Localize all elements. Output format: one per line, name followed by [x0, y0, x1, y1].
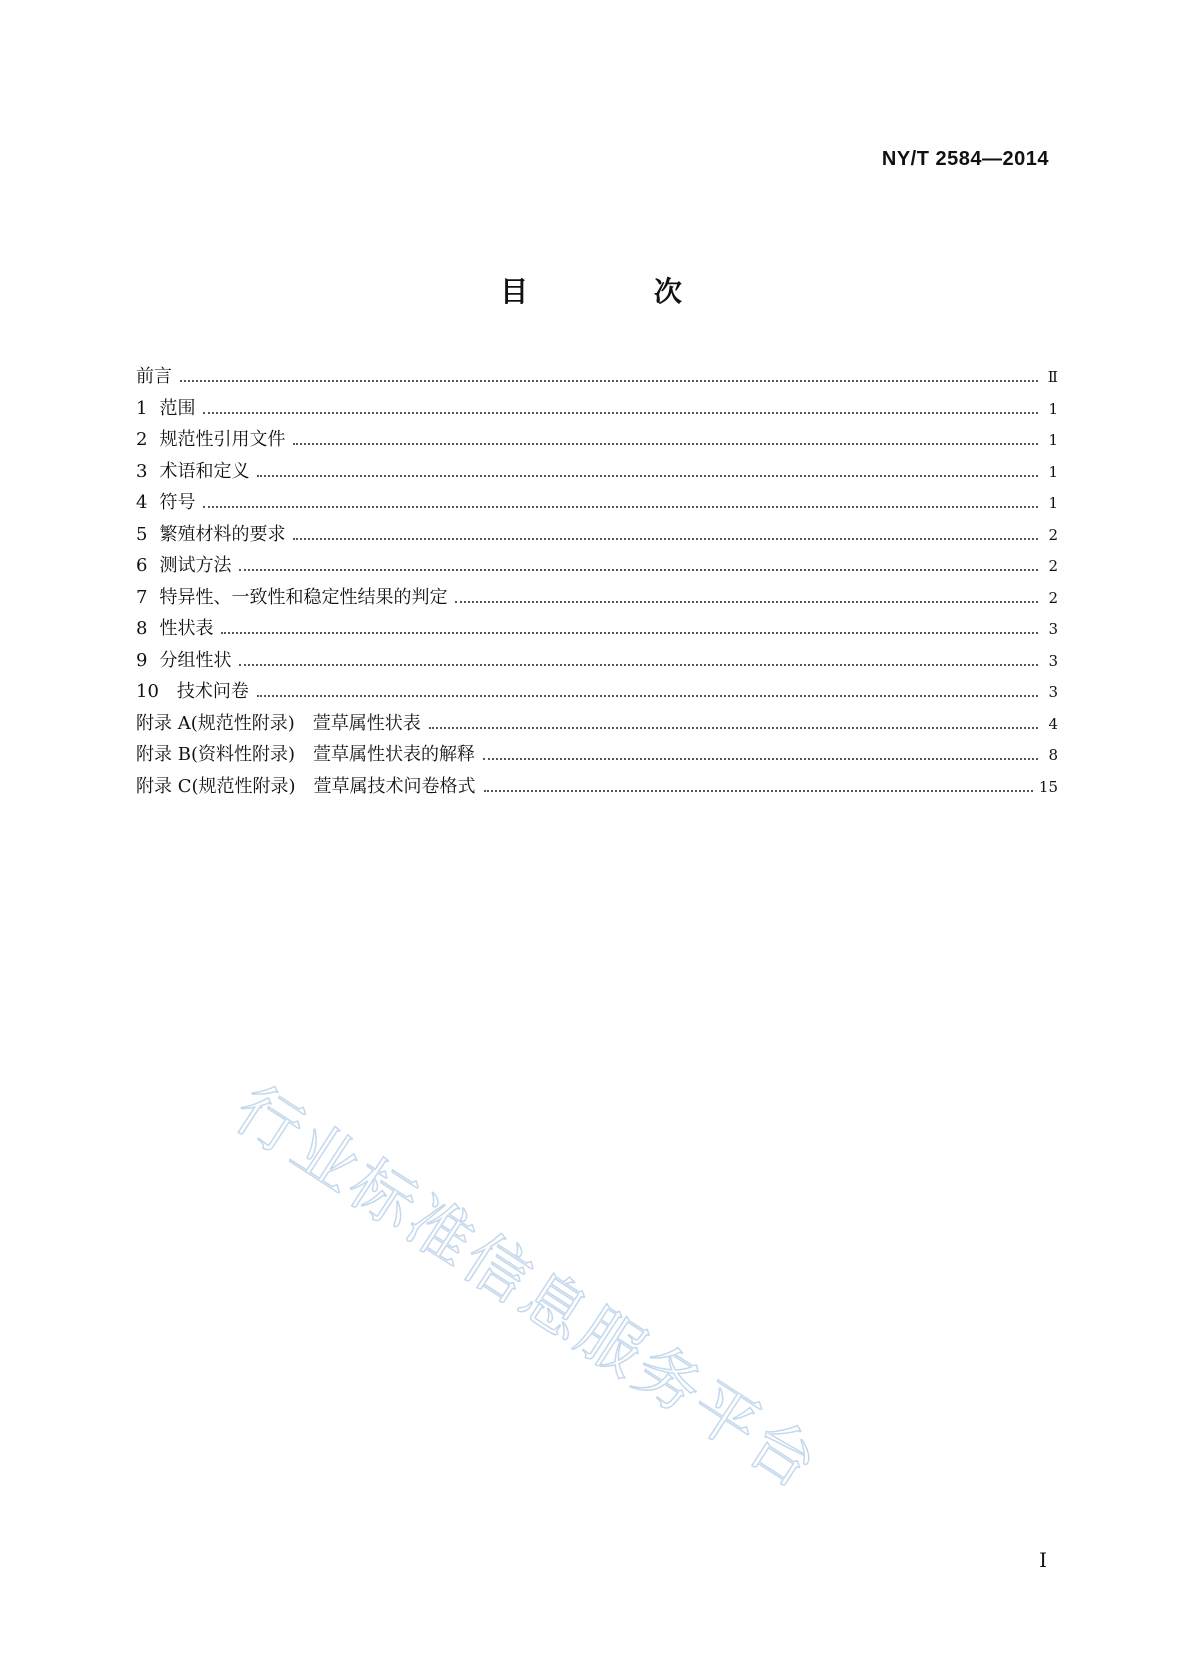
toc-item-label: 附录 A(规范性附录) 萱草属性状表: [136, 712, 421, 734]
toc-item-appendix-a[interactable]: [136, 709, 1058, 741]
toc-item-page: 1: [1048, 431, 1058, 449]
watermark: 行业标准信息服务平台: [221, 1072, 833, 1505]
toc-leader: [221, 632, 1038, 634]
toc-item-page: 4: [1048, 714, 1058, 733]
toc-item-1[interactable]: [136, 394, 1058, 426]
toc-item-page: 15: [1038, 777, 1058, 796]
toc-leader: [257, 695, 1038, 697]
toc-item-label: 4 符号: [136, 492, 196, 513]
toc-item-label: 前言: [136, 366, 172, 387]
toc-item-appendix-c[interactable]: [136, 772, 1058, 804]
toc-leader: [293, 443, 1038, 445]
toc-item-label: 8 性状表: [136, 618, 214, 639]
toc-item-2[interactable]: [136, 425, 1058, 457]
toc-item-label: 9 分组性状: [136, 649, 232, 671]
toc-item-page: 2: [1048, 525, 1058, 544]
toc-item-page: 1: [1048, 462, 1058, 481]
toc-item-page: 3: [1048, 683, 1058, 701]
page-number: I: [1039, 1548, 1047, 1572]
toc-item-5[interactable]: [136, 520, 1058, 552]
toc-leader: [180, 380, 1038, 382]
toc-leader: [455, 601, 1038, 603]
toc-item-page: 1: [1048, 399, 1058, 418]
toc-leader: [203, 412, 1038, 414]
toc-item-appendix-b[interactable]: [136, 740, 1058, 772]
toc-item-6[interactable]: [136, 551, 1058, 583]
toc-leader: [239, 569, 1038, 571]
toc-item-page: 3: [1048, 620, 1058, 638]
toc-item-label: 5 繁殖材料的要求: [136, 523, 286, 545]
toc-leader: [239, 664, 1038, 666]
toc-item-4[interactable]: [136, 488, 1058, 520]
toc-item-10[interactable]: [136, 677, 1058, 709]
toc-item-label: 附录 C(规范性附录) 萱草属技术问卷格式: [136, 775, 476, 797]
toc-item-9[interactable]: [136, 646, 1058, 678]
toc-item-page: 3: [1048, 651, 1058, 670]
toc-item-label: 附录 B(资料性附录) 萱草属性状表的解释: [136, 744, 475, 765]
table-of-contents: [136, 362, 1058, 803]
toc-item-label: 7 特异性、一致性和稳定性结果的判定: [136, 586, 448, 608]
toc-leader: [257, 475, 1038, 477]
toc-item-page: 2: [1048, 588, 1058, 607]
toc-leader: [484, 790, 1033, 792]
toc-item-label: 10 技术问卷: [136, 681, 249, 702]
toc-item-3[interactable]: [136, 457, 1058, 489]
toc-leader: [203, 506, 1038, 508]
toc-leader: [429, 727, 1038, 729]
toc-item-label: 2 规范性引用文件: [136, 429, 286, 450]
toc-item-page: Ⅱ: [1047, 368, 1058, 386]
toc-item-8[interactable]: [136, 614, 1058, 646]
toc-item-7[interactable]: [136, 583, 1058, 615]
toc-item-label: 3 术语和定义: [136, 460, 250, 482]
toc-title: 目 次: [500, 275, 740, 308]
toc-item-page: 1: [1048, 494, 1058, 512]
toc-leader: [483, 758, 1038, 760]
toc-item-page: 2: [1048, 557, 1058, 575]
toc-item-foreword[interactable]: [136, 362, 1058, 394]
toc-item-label: 1 范围: [136, 397, 196, 419]
toc-leader: [293, 538, 1038, 540]
standard-code: NY/T 2584—2014: [881, 148, 1049, 170]
toc-item-page: 8: [1048, 746, 1058, 764]
toc-item-label: 6 测试方法: [136, 555, 232, 576]
